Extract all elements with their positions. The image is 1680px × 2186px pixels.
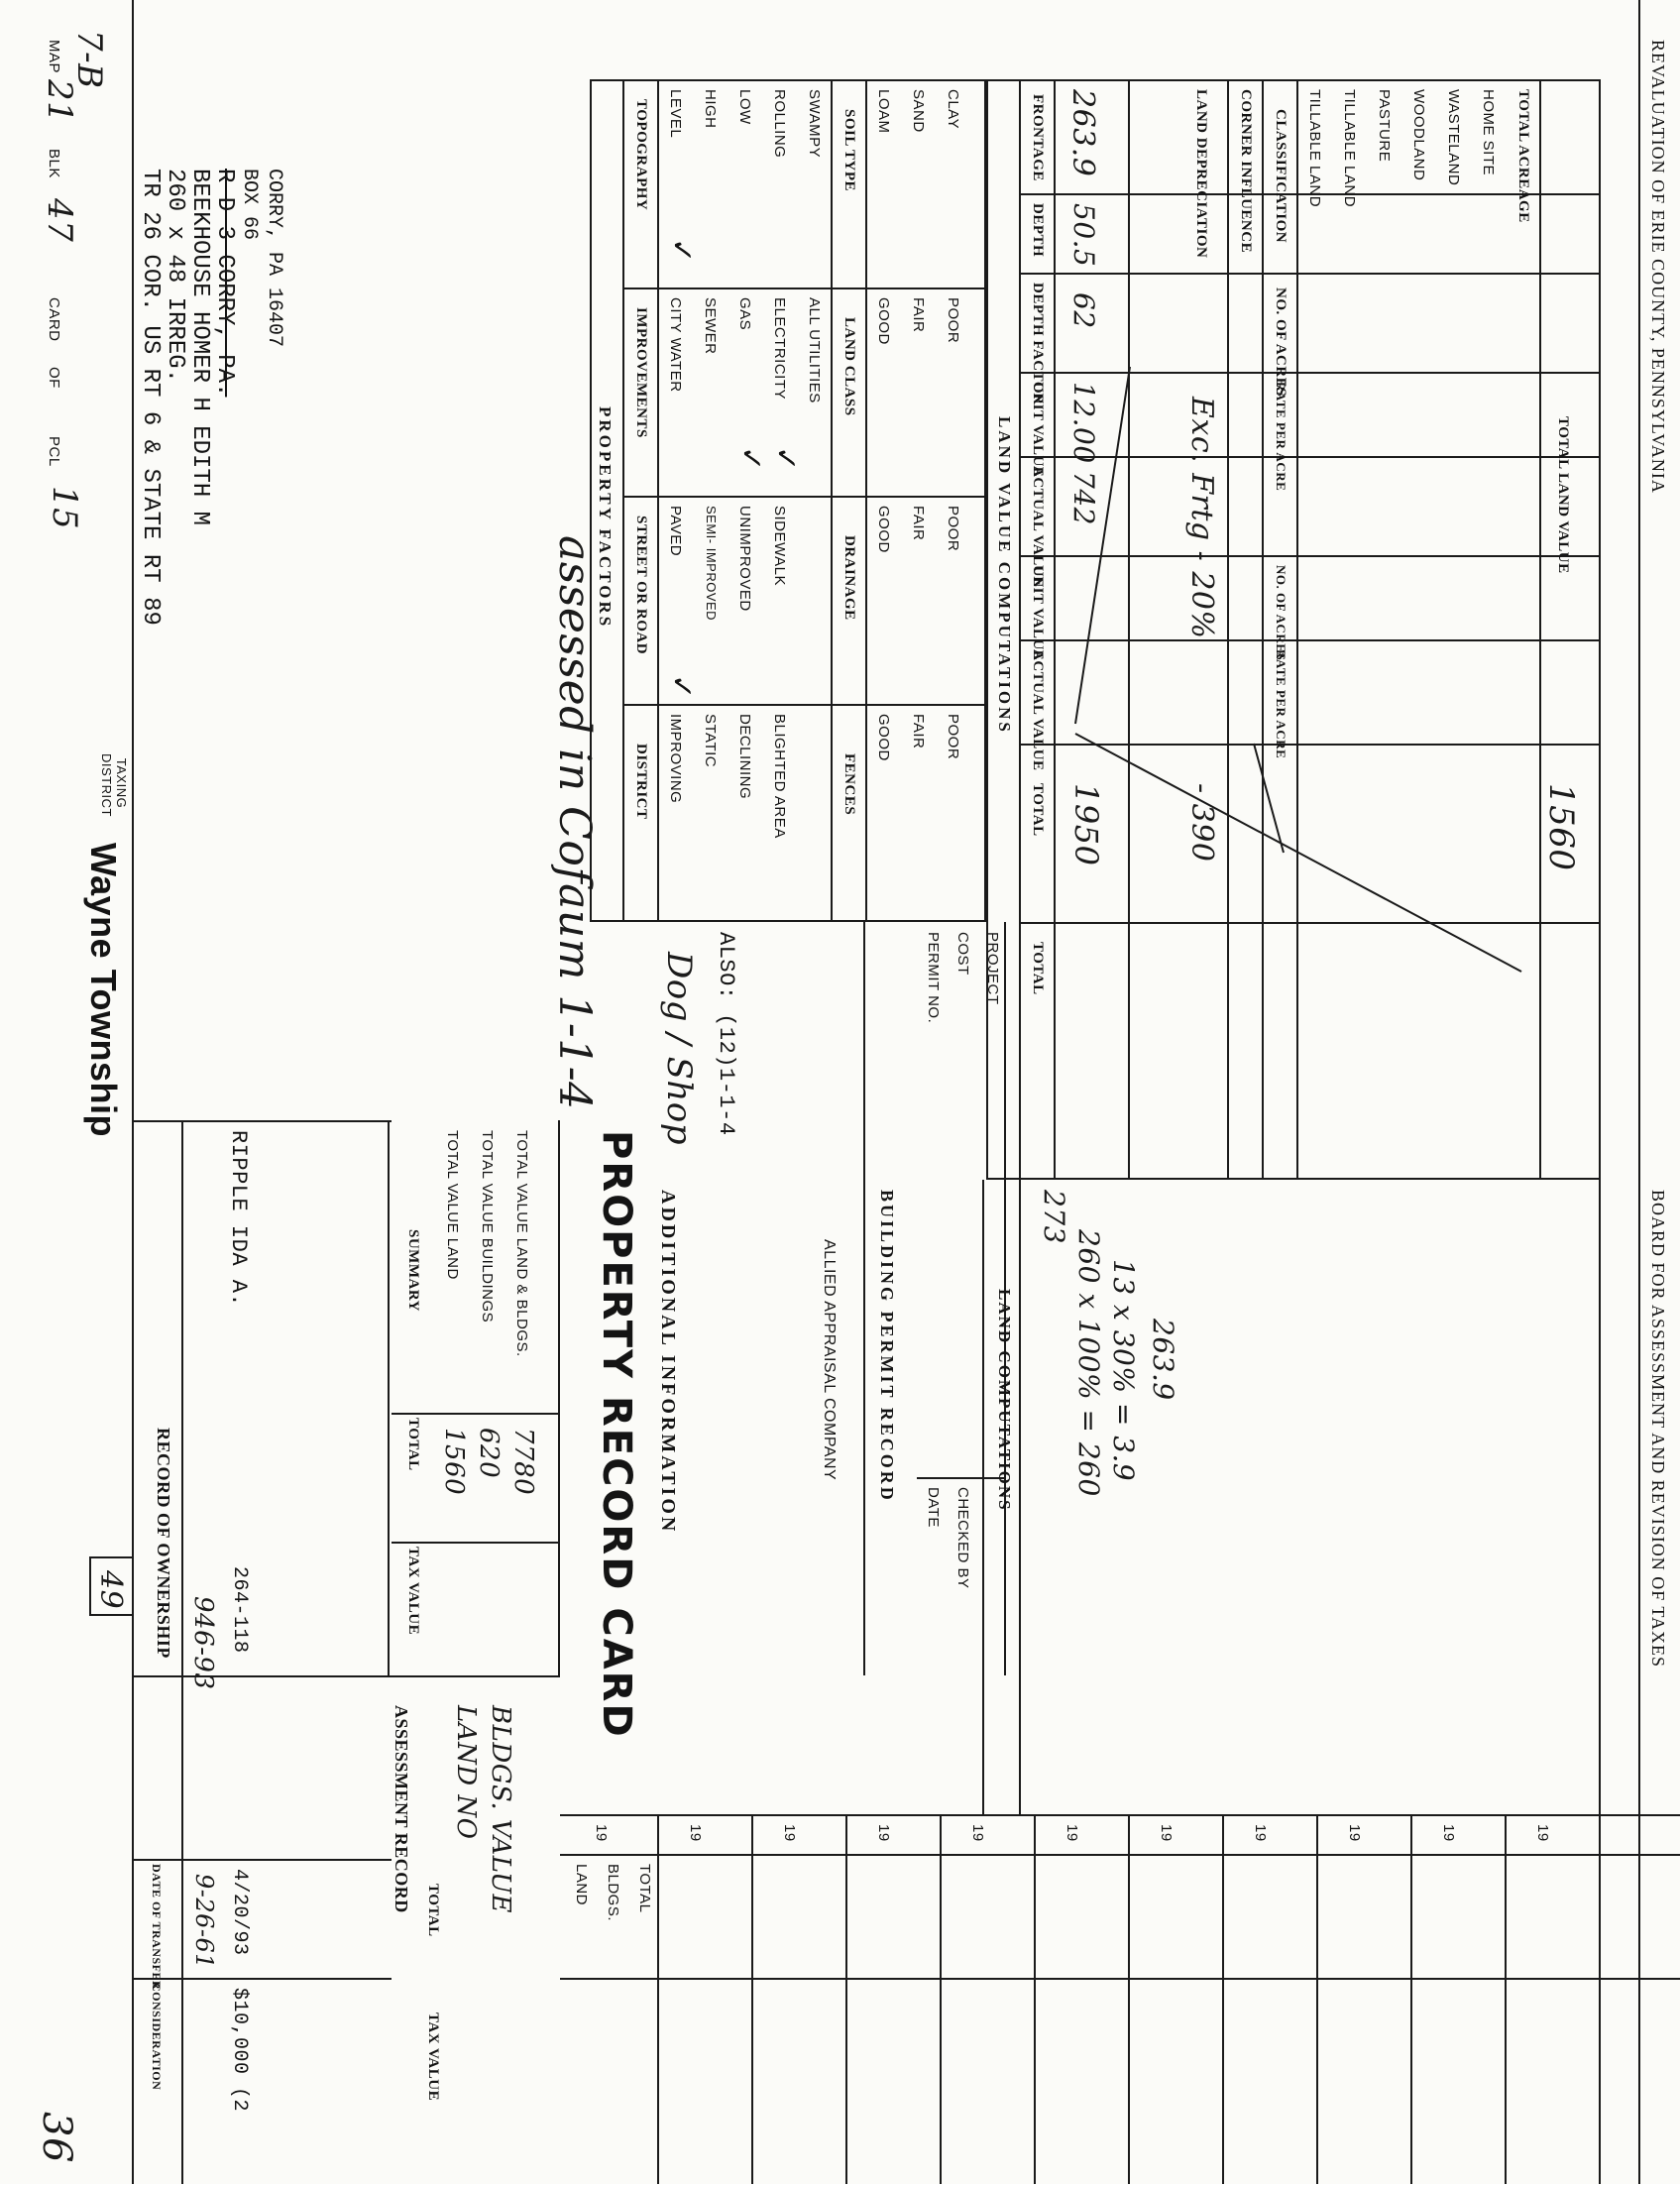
assessment-rule-9 [1410, 1814, 1412, 2184]
year-prefix-1: 19 [593, 1824, 610, 1842]
lv-exc-note: Exc. Frtg - 20% [1184, 397, 1219, 639]
pf2-r2-c2: FAIR [910, 297, 927, 333]
pf-header-street: STREET OR ROAD [633, 516, 649, 655]
map-label: MAP [46, 40, 62, 74]
lv-actual-value: 742 [1067, 471, 1100, 525]
assessment-hand-1: LAND NO [451, 1705, 481, 1840]
check-paved: ✓ [665, 674, 698, 700]
ownership-row2-deed: 264-118 [228, 1566, 251, 1654]
ownership-row2-date: 4/20/93 [228, 1869, 251, 1956]
pf-r1-c1: LEVEL [667, 89, 684, 139]
corner-note: 36 [34, 2112, 79, 2163]
pf-rule-1 [657, 79, 659, 922]
pf-header-soil: SOIL TYPE [841, 109, 857, 192]
company-name: ALLIED APPRAISAL COMPANY [821, 1239, 838, 1481]
year-prefix-2: 19 [687, 1824, 704, 1842]
summary-divider-2 [392, 1542, 560, 1544]
pf-r1-c2: CITY WATER [667, 297, 684, 393]
strike-lines [986, 79, 1601, 1180]
year-prefix-7: 19 [1158, 1824, 1175, 1842]
land-computations-title: LAND COMPUTATIONS [995, 1289, 1014, 1512]
assessment-col-tax: TAX VALUE [425, 2013, 441, 2102]
pf-r5-c2: ALL UTILITIES [806, 297, 823, 403]
assessment-rule-4 [940, 1814, 942, 2184]
assessment-rule-3 [845, 1814, 847, 2184]
address-line-2: 260 x 48 IRREG. [162, 169, 188, 384]
land-value-title: LAND VALUE COMPUTATIONS [995, 416, 1014, 735]
summary-row1-total: 1560 [439, 1428, 469, 1496]
pf-header-fences: FENCES [841, 753, 857, 816]
footer-rule [1638, 0, 1640, 2184]
assessment-rule-1 [657, 1814, 659, 2184]
permit-project-label: PROJECT [984, 932, 1001, 1005]
blk-label: BLK [46, 149, 62, 178]
pf2-r1-c1: LOAM [875, 89, 892, 134]
year-prefix-3: 19 [781, 1824, 798, 1842]
map-value: 21 [40, 79, 79, 124]
pf-col-2 [624, 496, 986, 498]
lv-h-unit-value-2: UNIT VALUE [1030, 565, 1046, 661]
pf-header-drainage: DRAINAGE [841, 535, 857, 621]
blk-value: 47 [40, 198, 79, 243]
lc-line-1: 273 [1038, 1190, 1070, 1244]
permit-date-label: DATE [925, 1487, 942, 1528]
assessment-year-divider [560, 1854, 1680, 1856]
card-number-box [89, 1556, 134, 1616]
row-label-land: LAND [573, 1864, 590, 1906]
lc-rule [1019, 1180, 1021, 1814]
pf-r2-c1: HIGH [702, 89, 719, 129]
permit-no-label: PERMIT NO. [925, 932, 942, 1024]
assessment-rule-6 [1128, 1814, 1130, 2184]
lv-class-5: WASTELAND [1445, 89, 1462, 186]
assessment-col-total: TOTAL [425, 1884, 441, 1937]
pf2-r2-c4: FAIR [910, 714, 927, 749]
also-note: ALSO: (12)1-1-4 [714, 932, 738, 1136]
lv-land-depreciation: LAND DEPRECIATION [1193, 89, 1209, 259]
ownership-row2-consideration: $10,000 (2 [228, 1988, 251, 2113]
property-factors-title: PROPERTY FACTORS [596, 406, 615, 630]
pf-col-1 [624, 288, 986, 289]
year-prefix-9: 19 [1346, 1824, 1363, 1842]
assessment-col-divider [560, 1978, 1680, 1980]
lv-h-unit-value: UNIT VALUE [1030, 382, 1046, 478]
lv-corner-influence: CORNER INFLUENCE [1238, 89, 1254, 254]
summary-row1-label: TOTAL VALUE LAND [444, 1130, 461, 1280]
pf-r2-c2: SEWER [702, 297, 719, 355]
pf-header-topography: TOPOGRAPHY [633, 99, 649, 211]
address-line-1: TR 26 COR. US RT 6 & STATE RT 89 [137, 169, 164, 626]
property-card-title: PROPERTY RECORD CARD [594, 1130, 639, 1739]
ownership-title: RECORD OF OWNERSHIP [154, 1428, 173, 1659]
lv-class-4: WOODLAND [1410, 89, 1427, 181]
pf-rule-top [622, 79, 624, 922]
lc-line-3: 13 x 30% = 3.9 [1107, 1259, 1140, 1482]
pf-r4-c4: BLIGHTED AREA [771, 714, 788, 839]
pf-header-landclass: LAND CLASS [841, 317, 857, 416]
assessment-rule-8 [1316, 1814, 1318, 2184]
pf-r3-c3: UNIMPROVED [736, 506, 753, 612]
lv-class-3: PASTURE [1376, 89, 1393, 163]
top-handwritten: 7-B [69, 30, 109, 89]
assessment-rule-11 [1599, 1814, 1601, 2184]
district-name: Wayne Township [83, 843, 124, 1138]
property-factors-table [590, 79, 986, 922]
year-prefix-11: 19 [1534, 1824, 1551, 1842]
assessment-rule-2 [751, 1814, 753, 2184]
pf-r3-c1: LOW [736, 89, 753, 125]
pf-r3-c2: GAS [736, 297, 753, 331]
address-line-5: BOX 66 [238, 169, 261, 241]
pf-r3-c4: DECLINING [736, 714, 753, 800]
pf2-r1-c3: GOOD [875, 506, 892, 553]
summary-col-total: TOTAL [405, 1418, 421, 1471]
lv-total-land-value-label: TOTAL LAND VALUE [1555, 416, 1571, 574]
assessment-title: ASSESSMENT RECORD [392, 1705, 411, 1913]
pf-header-district: DISTRICT [633, 744, 649, 820]
summary-row3-label: TOTAL VALUE LAND & BLDGS. [513, 1130, 530, 1357]
ownership-row2-name: RIPPLE IDA A. [226, 1130, 251, 1308]
pf-r2-c4: STATIC [702, 714, 719, 768]
address-line-6: CORRY, PA 16407 [263, 169, 285, 348]
pcl-label: PCL [46, 436, 62, 467]
year-prefix-5: 19 [969, 1824, 986, 1842]
lv-h-rate-2: RATE PER ACRE [1274, 649, 1288, 759]
footer-left: REVALUATION OF ERIE COUNTY, PENNSYLVANIA [1648, 40, 1668, 494]
ownership-col-consideration: CONSIDERATION [150, 1983, 164, 2091]
ownership-row1-date: 9-26-61 [190, 1874, 218, 1970]
lv-class-1: TILLABLE LAND [1306, 89, 1323, 208]
check-electricity: ✓ [769, 446, 802, 472]
pf-rule-2 [831, 79, 833, 922]
lv-class-6: HOME SITE [1480, 89, 1497, 176]
lv-h-actual-value-2: ACTUAL VALUE [1030, 649, 1046, 771]
pf2-r1-c2: GOOD [875, 297, 892, 345]
ownership-col-date: DATE OF TRANSFER [150, 1864, 164, 1991]
pf-header-improvements: IMPROVEMENTS [633, 307, 649, 438]
ownership-row1-deed: 946-93 [188, 1596, 218, 1690]
pf-r2-c3: SEMI- IMPROVED [704, 506, 719, 622]
lv-h-total: TOTAL [1030, 783, 1046, 837]
permit-cost-label: COST [954, 932, 971, 976]
lv-depth: 50.5 [1067, 203, 1100, 268]
pf2-r3-c1: CLAY [945, 89, 961, 130]
pf-r1-c3: PAVED [667, 506, 684, 557]
lv-total: 1950 [1067, 783, 1105, 866]
building-permit-title: BUILDING PERMIT RECORD [877, 1190, 897, 1503]
assessed-note: assessed in Cofaum 1-1-4 [549, 535, 600, 1110]
lv-frontage: 263.9 [1065, 89, 1100, 177]
lc-line-4: 263.9 [1147, 1319, 1179, 1401]
lv-h-acres-1: NO. OF ACRES [1273, 288, 1288, 398]
pf-r4-c2: ELECTRICITY [771, 297, 788, 401]
pf2-r1-c4: GOOD [875, 714, 892, 761]
pf2-r3-c3: POOR [945, 506, 961, 552]
summary-divider-1 [392, 1413, 560, 1415]
pf2-r2-c3: FAIR [910, 506, 927, 541]
pf-rule-3 [865, 79, 867, 922]
assessment-hand-2: BLDGS. VALUE [486, 1705, 515, 1913]
lc-line-2: 260 x 100% = 260 [1072, 1229, 1105, 1497]
address-line-4: R D 3 CORRY, PA. [211, 169, 238, 398]
footer-right: BOARD FOR ASSESSMENT AND REVISION OF TAXES [1648, 1190, 1668, 1668]
lv-h-depth: DEPTH [1030, 203, 1046, 258]
card-label: CARD [46, 297, 62, 342]
pcl-value: 15 [45, 486, 84, 530]
lv-h-actual-value: ACTUAL VALUE [1030, 466, 1046, 588]
pf-r5-c1: SWAMPY [806, 89, 823, 159]
year-prefix-10: 19 [1440, 1824, 1457, 1842]
dog-note: Dog / Shop [659, 952, 699, 1145]
lv-h-depth-factor: DEPTH FACTOR [1030, 283, 1046, 405]
address-line-3: BEEKHOUSE HOMER H EDITH M [186, 169, 213, 526]
lv-exc-value: - 390 [1184, 783, 1219, 863]
lv-h-rate-1: RATE PER ACRE [1274, 382, 1288, 492]
year-prefix-6: 19 [1064, 1824, 1080, 1842]
lv-total-land-value: 1560 [1541, 783, 1581, 871]
lv-depth-factor: 62 [1067, 292, 1100, 329]
summary-row2-total: 620 [474, 1428, 504, 1479]
additional-info: ADDITIONAL INFORMATION [657, 1190, 679, 1535]
pf2-r3-c4: POOR [945, 714, 961, 760]
assessment-rule-5 [1034, 1814, 1036, 2184]
check-level: ✓ [665, 238, 698, 264]
lv-h-acres-2: NO. OF ACRES [1274, 565, 1288, 661]
pf-col-3 [624, 704, 986, 706]
lv-unit-value: 12.00 [1067, 382, 1100, 464]
lv-h-frontage: FRONTAGE [1030, 94, 1046, 181]
pf2-r2-c1: SAND [910, 89, 927, 133]
pf-r4-c1: ROLLING [771, 89, 788, 159]
year-prefix-8: 19 [1252, 1824, 1269, 1842]
of-label: OF [46, 367, 62, 389]
assessment-rule-7 [1222, 1814, 1224, 2184]
lv-class-2: TILLABLE LAND [1341, 89, 1358, 208]
assessment-years [560, 1814, 1680, 2186]
pf-r4-c3: SIDEWALK [771, 506, 788, 586]
year-prefix-4: 19 [875, 1824, 892, 1842]
check-gas: ✓ [734, 446, 767, 472]
summary-row2-label: TOTAL VALUE BUILDINGS [479, 1130, 496, 1323]
lv-h-total-2: TOTAL [1030, 942, 1046, 995]
card-number: 49 [93, 1570, 128, 1610]
row-label-bldgs: BLDGS. [605, 1864, 621, 1922]
permit-checked-label: CHECKED BY [954, 1487, 971, 1589]
summary-col-tax: TAX VALUE [405, 1547, 421, 1636]
pf-r1-c4: IMPROVING [667, 714, 684, 804]
row-label-total: TOTAL [636, 1864, 653, 1913]
taxing-district-label: TAXING DISTRICT [99, 753, 129, 817]
summary-row3-total: 7780 [508, 1428, 538, 1496]
summary-title: SUMMARY [405, 1229, 421, 1312]
lv-class-7: TOTAL ACREAGE [1515, 89, 1531, 223]
pf2-r3-c2: POOR [945, 297, 961, 344]
assessment-rule-10 [1505, 1814, 1507, 2184]
lv-h-classification: CLASSIFICATION [1273, 109, 1288, 244]
